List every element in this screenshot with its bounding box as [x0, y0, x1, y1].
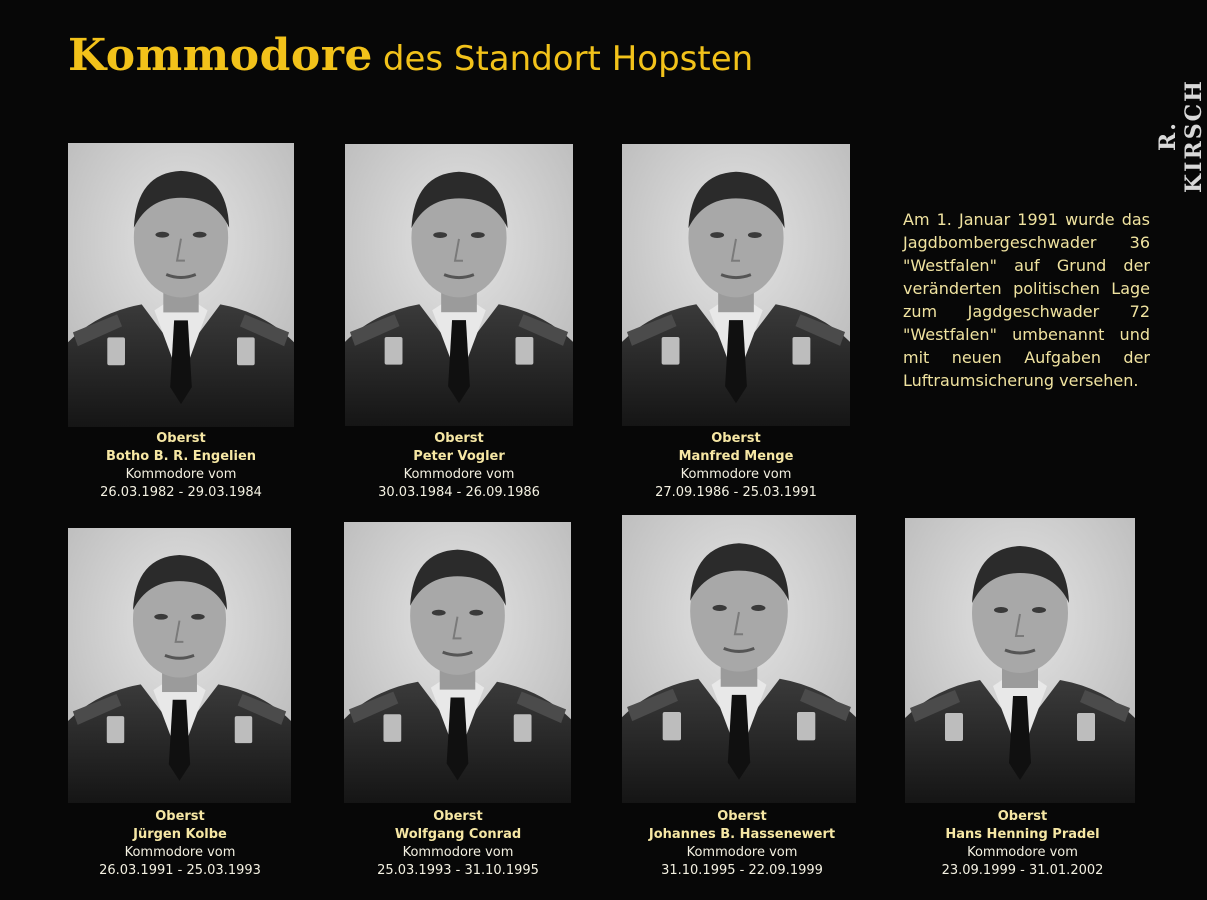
commodore-role: Kommodore vom	[403, 467, 515, 482]
commodore-rank: Oberst	[433, 809, 483, 824]
commodore-period: 30.03.1984 - 26.09.1986	[378, 485, 540, 500]
commodore-name: Peter Vogler	[413, 449, 505, 464]
commodore-role: Kommodore vom	[125, 467, 237, 482]
commodore-rank: Oberst	[156, 431, 206, 446]
commodore-rank: Oberst	[434, 431, 484, 446]
commodore-rank: Oberst	[155, 809, 205, 824]
commodore-role: Kommodore vom	[967, 845, 1078, 860]
title-subtitle: des Standort Hopsten	[382, 39, 754, 79]
author-credit: R. KIRSCH	[1155, 79, 1207, 193]
commodore-role: Kommodore vom	[402, 845, 514, 860]
commodore-period: 23.09.1999 - 31.01.2002	[941, 863, 1104, 878]
commodore-role: Kommodore vom	[680, 467, 792, 482]
commodore-period: 25.03.1993 - 31.10.1995	[377, 863, 539, 878]
commodore-caption	[338, 808, 578, 880]
commodore-period: 26.03.1991 - 25.03.1993	[99, 863, 261, 878]
commodore-name: Manfred Menge	[678, 449, 794, 464]
commodore-caption	[61, 430, 301, 502]
commodore-role: Kommodore vom	[124, 845, 236, 860]
commodore-name: Hans Henning Pradel	[945, 827, 1100, 842]
commodore-caption	[900, 808, 1145, 880]
portrait-photo	[68, 528, 291, 803]
commodore-caption	[616, 430, 856, 502]
portrait-photo	[345, 144, 573, 426]
commodore-name: Johannes B. Hassenewert	[648, 827, 836, 842]
commodore-period: 26.03.1982 - 29.03.1984	[100, 485, 262, 500]
portrait-photo	[344, 522, 571, 803]
portrait-photo	[905, 518, 1135, 803]
commodore-name: Botho B. R. Engelien	[105, 449, 257, 464]
commodore-role: Kommodore vom	[686, 845, 798, 860]
info-paragraph: Am 1. Januar 1991 wurde das Jagdbombergeschwader 36 "Westfalen" auf Grund der veränderten politischen Lage zum Jagdgeschwader 72 "Westfalen" umbenannt und mit neuen Aufgaben der Luftraumsicherung versehen.	[903, 210, 1150, 390]
commodore-period: 27.09.1986 - 25.03.1991	[655, 485, 817, 500]
commodore-period: 31.10.1995 - 22.09.1999	[661, 863, 823, 878]
portrait-photo	[68, 143, 294, 427]
commodore-caption	[612, 808, 872, 880]
commodore-caption	[60, 808, 300, 880]
page-title	[68, 30, 753, 81]
commodore-caption	[339, 430, 579, 502]
commodore-rank: Oberst	[997, 809, 1048, 824]
commodore-name: Jürgen Kolbe	[133, 827, 227, 842]
portrait-photo	[622, 144, 850, 426]
commodore-name: Wolfgang Conrad	[394, 827, 522, 842]
portrait-photo	[622, 515, 856, 803]
commodore-rank: Oberst	[711, 431, 761, 446]
commodore-rank: Oberst	[717, 809, 767, 824]
title-main: Kommodore	[68, 30, 373, 81]
